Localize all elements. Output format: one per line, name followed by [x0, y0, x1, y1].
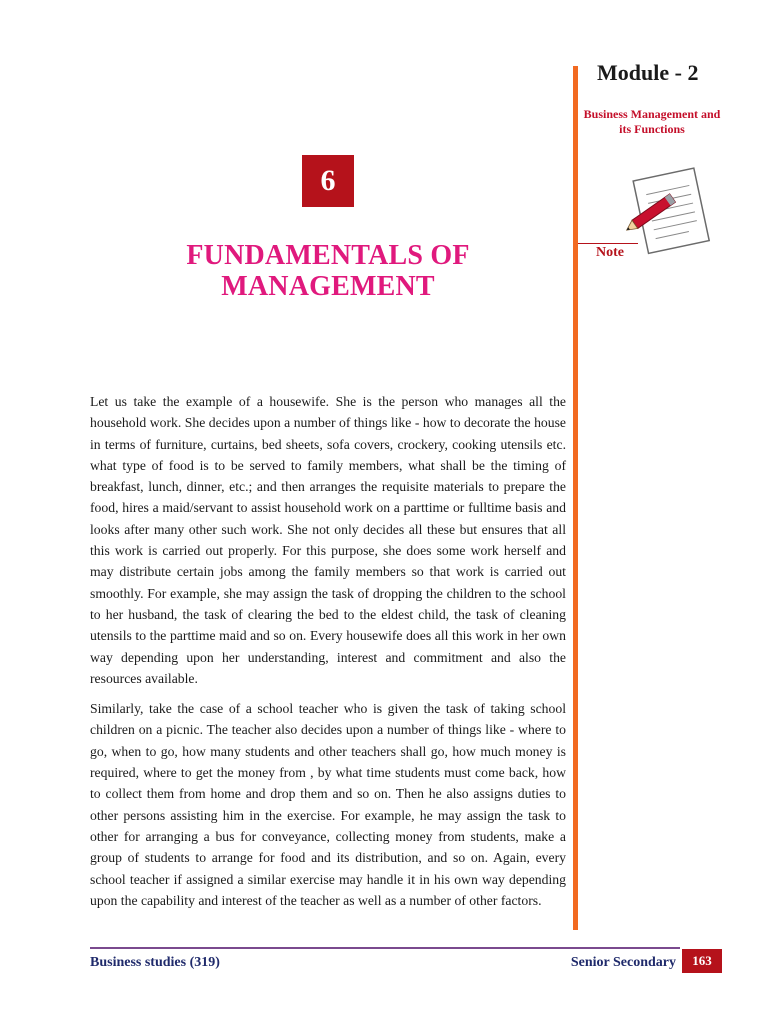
chapter-title-line1: FUNDAMENTALS OF: [186, 240, 470, 271]
module-subtitle: [578, 107, 726, 137]
note-label: Note: [596, 245, 624, 260]
note-divider: [578, 243, 638, 244]
module-label: Module - 2: [597, 60, 699, 85]
page-number: 163: [692, 953, 712, 968]
module-subtitle-line1: Business Management and: [583, 107, 721, 121]
paragraph-2: Similarly, take the case of a school teacher who is given the task of taking school children on a picnic. The teacher also decides upon a number of things like - where to go, when to go, how many students and other teachers shall go, how much money is required, where to get the money from , by what time students must come back, how to collect them from home and drop them and so on. Then he also assigns duties to other persons assisting him in the exercise. For example, he may assign the task to other for arranging a bus for conveyance, collecting money from students, make a group of students to arrange for food and its distribution, and so on. Again, every school teacher if assigned a similar exercise may handle it in his own way depending upon the capability and interest of the teacher as well as a number of other factors.: [90, 701, 566, 908]
module-subtitle-line2: its Functions: [619, 122, 685, 136]
chapter-title: [90, 240, 566, 302]
body-text: [90, 391, 566, 920]
chapter-number: 6: [320, 164, 336, 197]
page-number-badge: [682, 949, 722, 973]
footer-course: Business studies (319): [90, 955, 220, 970]
footer-rule: [90, 947, 680, 949]
notepad-pencil-icon: [620, 160, 720, 260]
chapter-number-badge: [302, 155, 354, 207]
footer-level: Senior Secondary: [570, 955, 676, 970]
paragraph-1: Let us take the example of a housewife. She is the person who manages all the household work. She decides upon a number of things like - how to decorate the house in terms of furniture, curtains, bed sheets, sofa covers, crockery, cooking utensils etc. what type of food is to be served to family members, what shall be the timing of breakfast, lunch, dinner, etc.; and then arranges the requisite materials to prepare the food, hires a maid/servant to assist household work on a parttime or fulltime basis and looks after many other such work. She not only decides all these but ensures that all this work is carried out properly. For this purpose, she does some work herself and may distribute certain jobs among the family members so that work is carried out smoothly. For example, she may assign the task of dropping the children to the school to her husband, the task of clearing the bed to the eldest child, the task of cleaning utensils to the parttime maid and so on. Every housewife does all this work in her own way depending upon her understanding, interest and commitment and also the resources available.: [90, 394, 566, 686]
margin-rule: [573, 66, 578, 930]
chapter-title-line2: MANAGEMENT: [221, 271, 435, 302]
